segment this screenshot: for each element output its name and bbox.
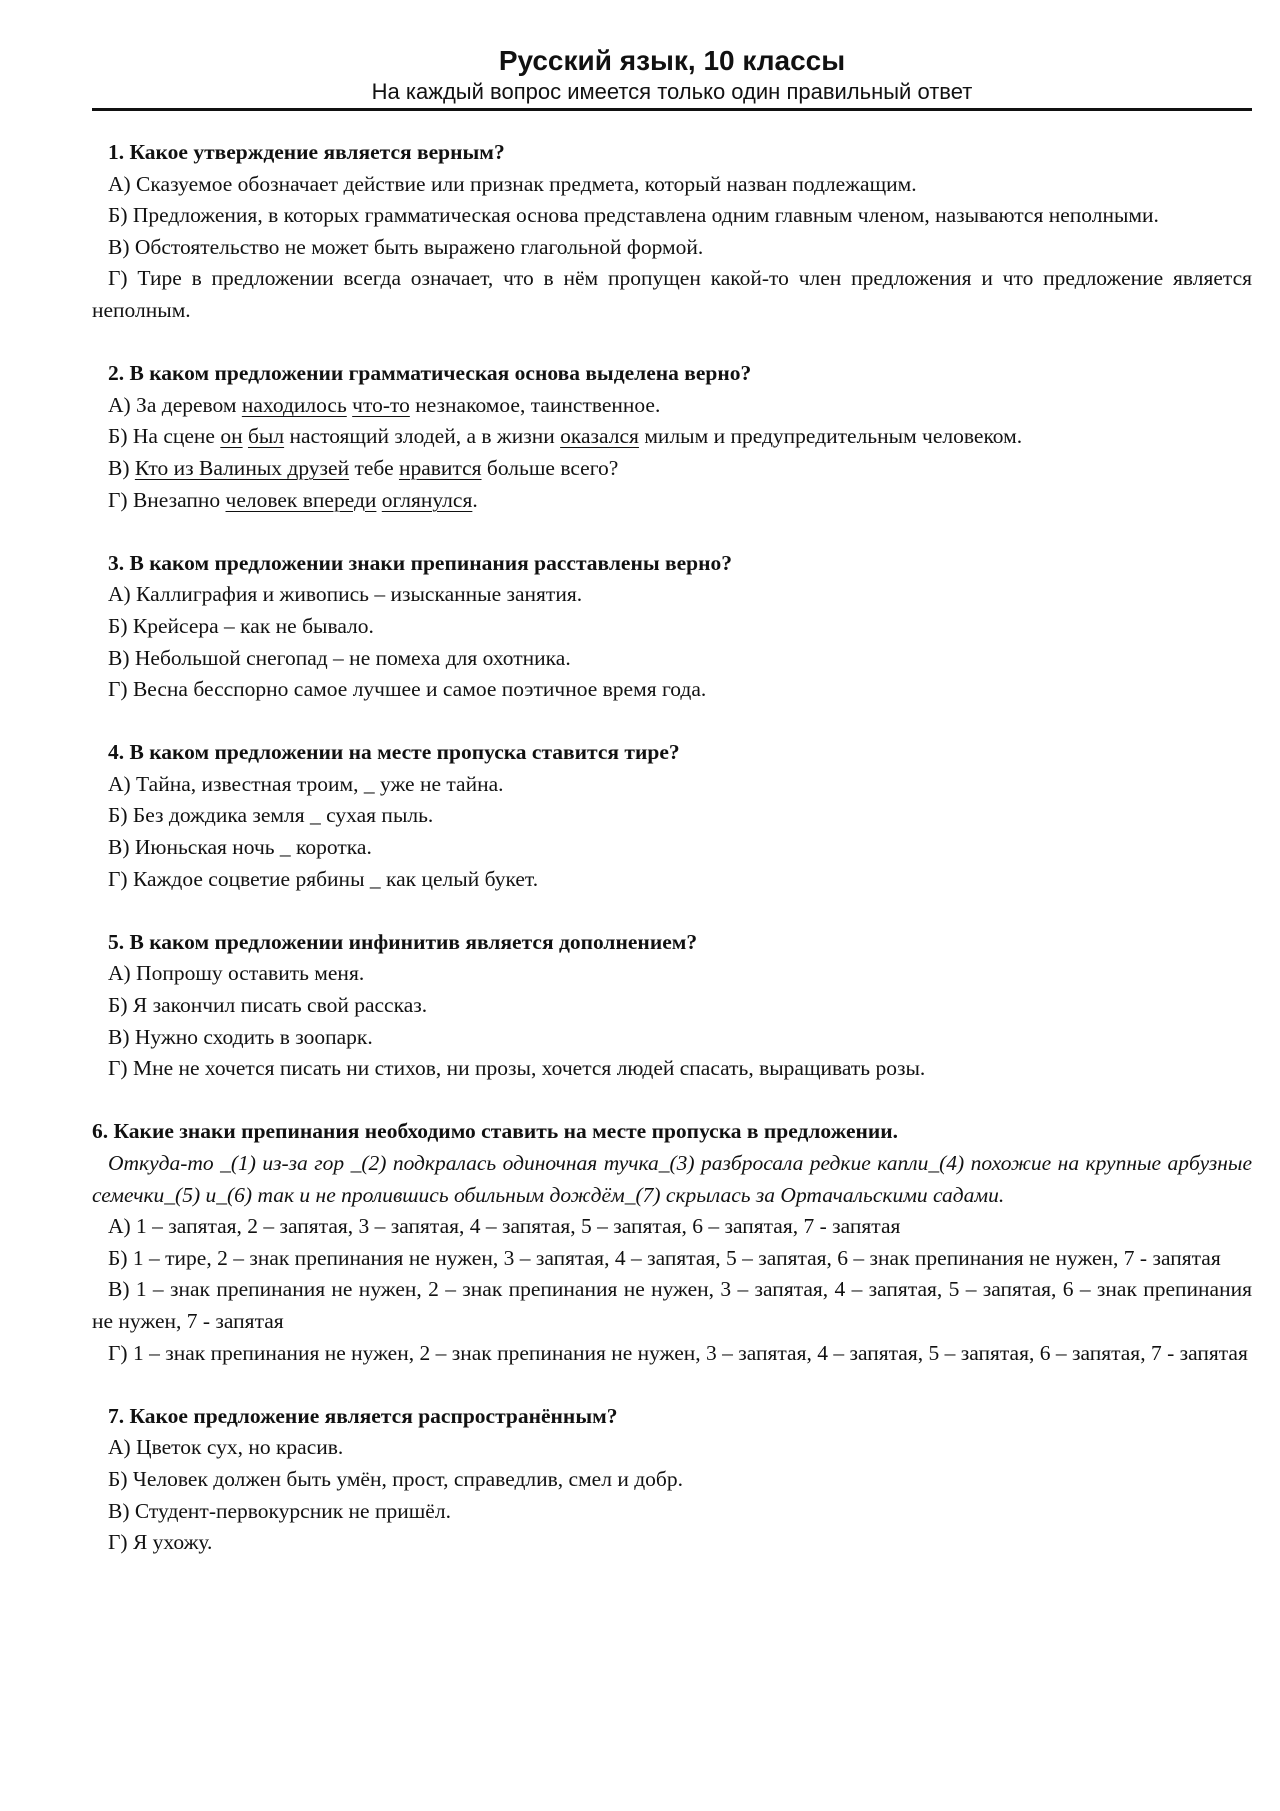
- answer-option-b: Б) 1 – тире, 2 – знак препинания не нужен, 3 – запятая, 4 – запятая, 5 – запятая, 6 – знак препинания не нужен, 7 - запятая: [108, 1245, 1221, 1270]
- question-2: [92, 358, 1252, 516]
- answer-option-c: В) Нужно сходить в зоопарк.: [108, 1024, 373, 1049]
- answer-option-d: Г) Каждое соцветие рябины _ как целый букет.: [108, 866, 539, 891]
- answer-option-c: В) Июньская ночь _ коротка.: [108, 835, 372, 860]
- answer-option-c: В) 1 – знак препинания не нужен, 2 – знак препинания не нужен, 3 – запятая, 4 – запятая, 5 – запятая, 6 – знак препинания не нужен, 7 - запятая: [92, 1277, 1252, 1333]
- document-page: [92, 44, 1252, 1590]
- answer-option-b: Б) Крейсера – как не бывало.: [108, 613, 374, 638]
- answer-option-d: Г) Весна бесспорно самое лучшее и самое поэтичное время года.: [108, 677, 707, 702]
- underlined-subject: Кто из Валиных друзей: [134, 455, 350, 480]
- underlined-predicate: находилось: [241, 392, 347, 417]
- page-subtitle: На каждый вопрос имеется только один правильный ответ: [371, 79, 973, 104]
- underlined-predicate: был: [247, 424, 285, 449]
- question-5: [92, 927, 1252, 1085]
- question-title: 7. Какое предложение является распространённым?: [108, 1403, 618, 1428]
- answer-option-b: Б) Без дождика земля _ сухая пыль.: [108, 803, 434, 828]
- underlined-predicate: оказался: [560, 424, 639, 449]
- question-title: 3. В каком предложении знаки препинания расставлены верно?: [108, 550, 732, 575]
- answer-option-a: А) Попрошу оставить меня.: [108, 961, 365, 986]
- question-title: 6. Какие знаки препинания необходимо ставить на месте пропуска в предложении.: [92, 1119, 899, 1144]
- underlined-predicate: оглянулся: [381, 487, 473, 512]
- question-3: [92, 548, 1252, 706]
- question-title: 2. В каком предложении грамматическая основа выделена верно?: [108, 361, 752, 386]
- answer-option-a: А) Цветок сух, но красив.: [108, 1435, 344, 1460]
- question-title: 4. В каком предложении на месте пропуска ставится тире?: [108, 740, 680, 765]
- underlined-subject: человек впереди: [225, 487, 377, 512]
- question-title: 5. В каком предложении инфинитив является дополнением?: [108, 929, 698, 954]
- answer-option-c: В) Обстоятельство не может быть выражено глагольной формой.: [108, 234, 704, 259]
- answer-option-c: В) Кто из Валиных друзей тебе нравится больше всего?: [108, 455, 619, 480]
- underlined-predicate: нравится: [398, 455, 482, 480]
- question-1: [92, 137, 1252, 327]
- answer-option-c: В) Небольшой снегопад – не помеха для охотника.: [108, 645, 571, 670]
- answer-option-d: Г) Тире в предложении всегда означает, что в нём пропущен какой-то член предложения и что предложение является неполным.: [92, 266, 1252, 322]
- answer-option-d: Г) Мне не хочется писать ни стихов, ни прозы, хочется людей спасать, выращивать розы.: [108, 1056, 926, 1081]
- answer-option-d: Г) Внезапно человек впереди оглянулся.: [108, 487, 478, 512]
- answer-option-b: Б) Предложения, в которых грамматическая основа представлена одним главным членом, называются неполными.: [108, 203, 1159, 228]
- answer-option-b: Б) На сцене он был настоящий злодей, а в жизни оказался милым и предупредительным человеком.: [108, 424, 1023, 449]
- question-6: [92, 1116, 1252, 1369]
- answer-option-a: А) За деревом находилось что-то незнакомое, таинственное.: [108, 392, 661, 417]
- answer-option-b: Б) Я закончил писать свой рассказ.: [108, 993, 428, 1018]
- answer-option-c: В) Студент-первокурсник не пришёл.: [108, 1498, 451, 1523]
- document-header: [92, 44, 1252, 106]
- question-4: [92, 737, 1252, 895]
- questions-list: [92, 137, 1252, 1559]
- question-title: 1. Какое утверждение является верным?: [108, 140, 505, 164]
- answer-option-d: Г) Я ухожу.: [108, 1530, 213, 1555]
- answer-option-d: Г) 1 – знак препинания не нужен, 2 – знак препинания не нужен, 3 – запятая, 4 – запятая, 5 – запятая, 6 – запятая, 7 - запятая: [108, 1340, 1248, 1365]
- answer-option-a: А) Сказуемое обозначает действие или признак предмета, который назван подлежащим.: [108, 171, 917, 196]
- answer-option-a: А) Каллиграфия и живопись – изысканные занятия.: [108, 582, 583, 607]
- answer-option-b: Б) Человек должен быть умён, прост, справедлив, смел и добр.: [108, 1466, 683, 1491]
- answer-option-a: А) Тайна, известная троим, _ уже не тайна.: [108, 771, 504, 796]
- page-title: Русский язык, 10 классы: [498, 45, 846, 76]
- answer-option-a: А) 1 – запятая, 2 – запятая, 3 – запятая, 4 – запятая, 5 – запятая, 6 – запятая, 7 - запятая: [108, 1214, 901, 1239]
- underlined-subject: он: [220, 424, 243, 449]
- question-7: [92, 1401, 1252, 1559]
- header-divider: [92, 108, 1252, 111]
- underlined-subject: что-то: [352, 392, 410, 417]
- question-text: Откуда-то _(1) из-за гор _(2) подкралась одиночная тучка_(3) разбросала редкие капли_(4) похожие на крупные арбузные семечки_(5) и_(6) так и не пролившись обильным дождём_(7) скрылась за Ортачальскими садами.: [92, 1151, 1252, 1207]
